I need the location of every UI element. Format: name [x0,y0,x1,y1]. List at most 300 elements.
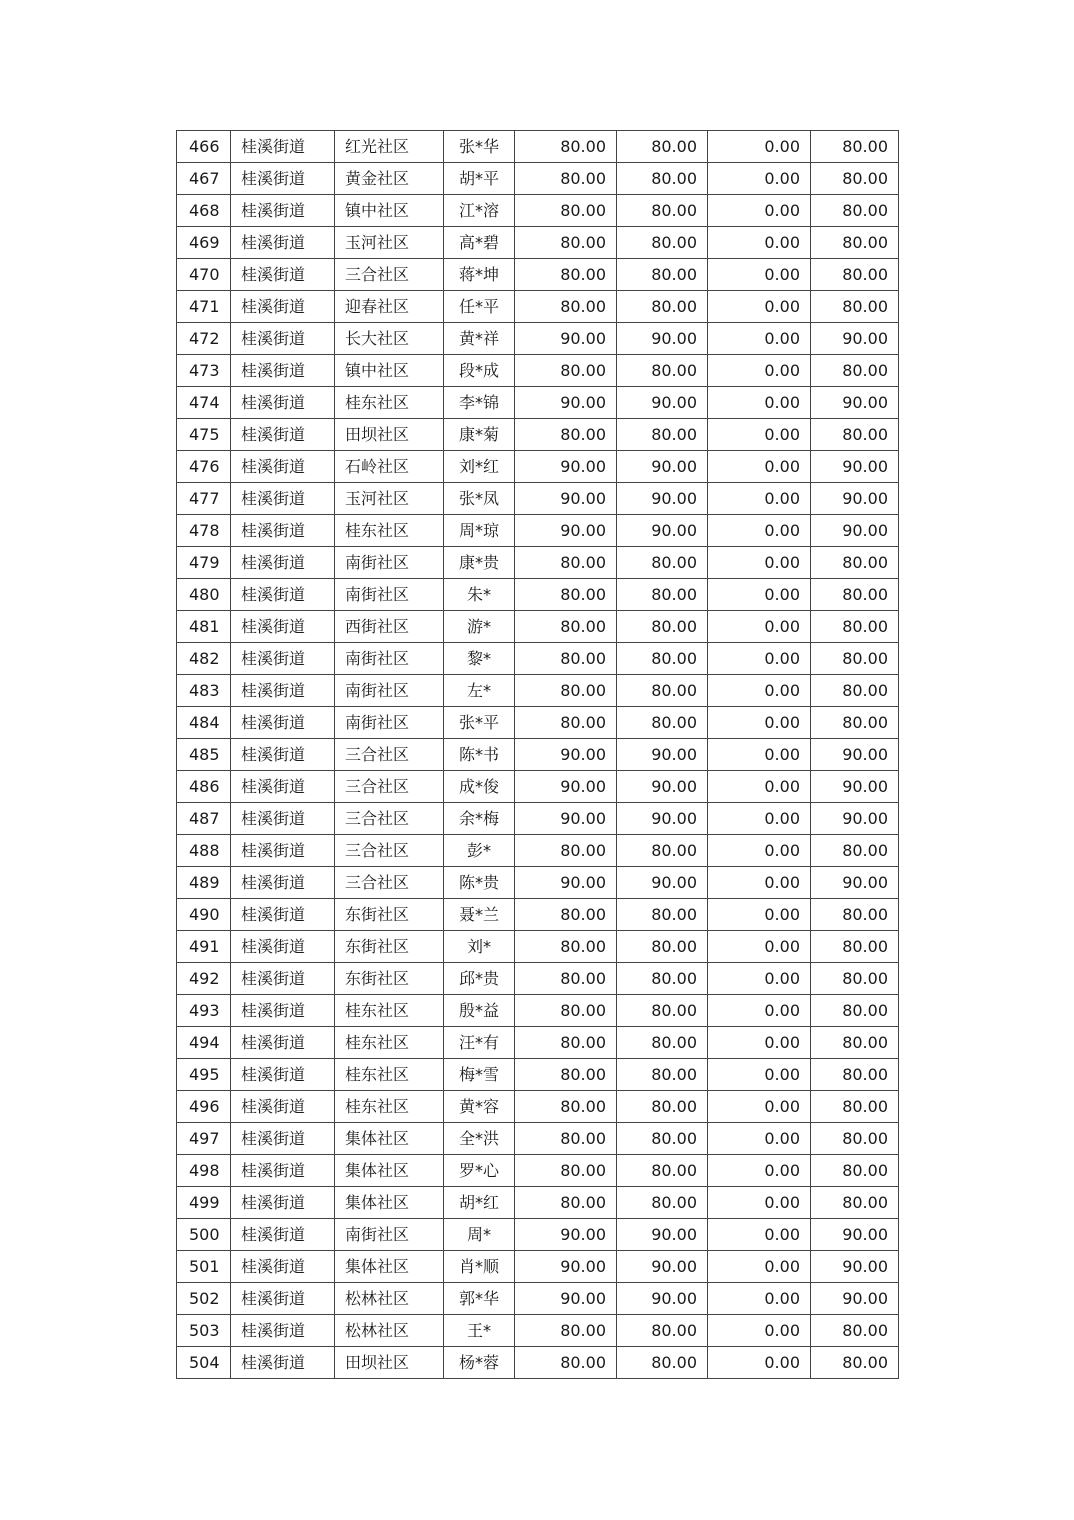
amount-cell-3: 0.00 [708,483,811,515]
table-row [177,643,899,675]
row-number-cell: 472 [177,323,231,355]
amount-cell-4: 80.00 [811,579,899,611]
amount-cell-3: 0.00 [708,1091,811,1123]
name-cell: 殷*益 [444,995,515,1027]
amount-cell-2: 90.00 [617,451,708,483]
row-number-cell: 489 [177,867,231,899]
street-cell: 桂溪街道 [231,291,335,323]
table-row [177,227,899,259]
table-row [177,419,899,451]
amount-cell-4: 80.00 [811,163,899,195]
amount-cell-2: 80.00 [617,259,708,291]
amount-cell-2: 90.00 [617,387,708,419]
amount-cell-2: 80.00 [617,1027,708,1059]
community-cell: 三合社区 [335,259,444,291]
street-cell: 桂溪街道 [231,1251,335,1283]
amount-cell-3: 0.00 [708,803,811,835]
name-cell: 陈*书 [444,739,515,771]
street-cell: 桂溪街道 [231,451,335,483]
table-row [177,515,899,547]
amount-cell-4: 80.00 [811,355,899,387]
amount-cell-3: 0.00 [708,1187,811,1219]
name-cell: 李*锦 [444,387,515,419]
community-cell: 迎春社区 [335,291,444,323]
table-row [177,195,899,227]
amount-cell-2: 80.00 [617,579,708,611]
community-cell: 三合社区 [335,803,444,835]
table-row [177,1347,899,1379]
amount-cell-3: 0.00 [708,227,811,259]
amount-cell-4: 90.00 [811,1251,899,1283]
amount-cell-2: 80.00 [617,419,708,451]
name-cell: 黄*容 [444,1091,515,1123]
name-cell: 胡*平 [444,163,515,195]
amount-cell-3: 0.00 [708,515,811,547]
amount-cell-2: 90.00 [617,1219,708,1251]
amount-cell-3: 0.00 [708,771,811,803]
community-cell: 桂东社区 [335,1091,444,1123]
community-cell: 南街社区 [335,579,444,611]
amount-cell-2: 80.00 [617,547,708,579]
community-cell: 东街社区 [335,963,444,995]
amount-cell-1: 80.00 [515,675,617,707]
amount-cell-2: 80.00 [617,1123,708,1155]
name-cell: 康*贵 [444,547,515,579]
name-cell: 梅*雪 [444,1059,515,1091]
amount-cell-4: 90.00 [811,323,899,355]
amount-cell-4: 80.00 [811,1187,899,1219]
amount-cell-4: 80.00 [811,611,899,643]
row-number-cell: 470 [177,259,231,291]
amount-cell-4: 90.00 [811,387,899,419]
street-cell: 桂溪街道 [231,803,335,835]
street-cell: 桂溪街道 [231,515,335,547]
community-cell: 集体社区 [335,1251,444,1283]
table-row [177,387,899,419]
amount-cell-1: 80.00 [515,707,617,739]
amount-cell-1: 80.00 [515,1315,617,1347]
amount-cell-3: 0.00 [708,1283,811,1315]
table-row [177,611,899,643]
table-row [177,899,899,931]
community-cell: 桂东社区 [335,387,444,419]
table-row [177,131,899,163]
amount-cell-4: 90.00 [811,451,899,483]
amount-cell-3: 0.00 [708,1219,811,1251]
row-number-cell: 473 [177,355,231,387]
row-number-cell: 474 [177,387,231,419]
street-cell: 桂溪街道 [231,835,335,867]
community-cell: 三合社区 [335,771,444,803]
row-number-cell: 487 [177,803,231,835]
amount-cell-2: 80.00 [617,227,708,259]
amount-cell-2: 80.00 [617,131,708,163]
amount-cell-1: 80.00 [515,1187,617,1219]
name-cell: 周* [444,1219,515,1251]
amount-cell-2: 90.00 [617,515,708,547]
table-row [177,483,899,515]
amount-cell-2: 80.00 [617,675,708,707]
table-row [177,1187,899,1219]
street-cell: 桂溪街道 [231,739,335,771]
community-cell: 石岭社区 [335,451,444,483]
community-cell: 长大社区 [335,323,444,355]
amount-cell-1: 90.00 [515,1283,617,1315]
amount-cell-1: 90.00 [515,771,617,803]
name-cell: 江*溶 [444,195,515,227]
amount-cell-4: 80.00 [811,227,899,259]
row-number-cell: 471 [177,291,231,323]
amount-cell-2: 80.00 [617,643,708,675]
row-number-cell: 501 [177,1251,231,1283]
row-number-cell: 477 [177,483,231,515]
street-cell: 桂溪街道 [231,643,335,675]
name-cell: 肖*顺 [444,1251,515,1283]
street-cell: 桂溪街道 [231,387,335,419]
table-row [177,867,899,899]
table-row [177,1123,899,1155]
amount-cell-2: 80.00 [617,963,708,995]
amount-cell-4: 80.00 [811,1315,899,1347]
name-cell: 张*平 [444,707,515,739]
street-cell: 桂溪街道 [231,131,335,163]
row-number-cell: 475 [177,419,231,451]
street-cell: 桂溪街道 [231,931,335,963]
amount-cell-1: 80.00 [515,355,617,387]
community-cell: 西街社区 [335,611,444,643]
community-cell: 集体社区 [335,1155,444,1187]
street-cell: 桂溪街道 [231,675,335,707]
amount-cell-4: 80.00 [811,259,899,291]
name-cell: 刘*红 [444,451,515,483]
row-number-cell: 492 [177,963,231,995]
record-table [176,130,899,1379]
row-number-cell: 479 [177,547,231,579]
name-cell: 罗*心 [444,1155,515,1187]
community-cell: 镇中社区 [335,195,444,227]
community-cell: 东街社区 [335,899,444,931]
amount-cell-2: 90.00 [617,483,708,515]
amount-cell-2: 90.00 [617,867,708,899]
amount-cell-3: 0.00 [708,131,811,163]
table-row [177,739,899,771]
row-number-cell: 478 [177,515,231,547]
street-cell: 桂溪街道 [231,419,335,451]
community-cell: 桂东社区 [335,995,444,1027]
row-number-cell: 494 [177,1027,231,1059]
amount-cell-1: 80.00 [515,1155,617,1187]
community-cell: 集体社区 [335,1187,444,1219]
record-table-body [177,131,899,1379]
amount-cell-3: 0.00 [708,323,811,355]
name-cell: 周*琼 [444,515,515,547]
table-row [177,1315,899,1347]
street-cell: 桂溪街道 [231,323,335,355]
name-cell: 陈*贵 [444,867,515,899]
street-cell: 桂溪街道 [231,611,335,643]
amount-cell-3: 0.00 [708,291,811,323]
community-cell: 南街社区 [335,643,444,675]
amount-cell-3: 0.00 [708,1347,811,1379]
community-cell: 南街社区 [335,547,444,579]
table-row [177,835,899,867]
community-cell: 玉河社区 [335,483,444,515]
amount-cell-2: 80.00 [617,707,708,739]
amount-cell-4: 80.00 [811,963,899,995]
table-row [177,323,899,355]
row-number-cell: 496 [177,1091,231,1123]
name-cell: 邱*贵 [444,963,515,995]
amount-cell-2: 80.00 [617,291,708,323]
name-cell: 汪*有 [444,1027,515,1059]
amount-cell-1: 90.00 [515,451,617,483]
amount-cell-4: 80.00 [811,131,899,163]
street-cell: 桂溪街道 [231,995,335,1027]
amount-cell-1: 80.00 [515,899,617,931]
table-row [177,291,899,323]
amount-cell-3: 0.00 [708,611,811,643]
table-row [177,803,899,835]
amount-cell-3: 0.00 [708,643,811,675]
amount-cell-3: 0.00 [708,899,811,931]
row-number-cell: 481 [177,611,231,643]
amount-cell-1: 80.00 [515,131,617,163]
name-cell: 康*菊 [444,419,515,451]
amount-cell-4: 80.00 [811,995,899,1027]
name-cell: 郭*华 [444,1283,515,1315]
row-number-cell: 498 [177,1155,231,1187]
table-row [177,355,899,387]
row-number-cell: 493 [177,995,231,1027]
amount-cell-3: 0.00 [708,739,811,771]
table-row [177,1219,899,1251]
amount-cell-1: 80.00 [515,995,617,1027]
community-cell: 南街社区 [335,675,444,707]
community-cell: 桂东社区 [335,1027,444,1059]
amount-cell-4: 80.00 [811,1027,899,1059]
name-cell: 余*梅 [444,803,515,835]
amount-cell-2: 80.00 [617,355,708,387]
amount-cell-3: 0.00 [708,1123,811,1155]
amount-cell-4: 90.00 [811,803,899,835]
amount-cell-2: 80.00 [617,835,708,867]
amount-cell-4: 80.00 [811,1123,899,1155]
amount-cell-2: 80.00 [617,931,708,963]
community-cell: 东街社区 [335,931,444,963]
amount-cell-1: 80.00 [515,1347,617,1379]
amount-cell-1: 80.00 [515,835,617,867]
amount-cell-3: 0.00 [708,419,811,451]
amount-cell-4: 80.00 [811,419,899,451]
row-number-cell: 491 [177,931,231,963]
amount-cell-2: 80.00 [617,899,708,931]
amount-cell-4: 80.00 [811,195,899,227]
table-row [177,451,899,483]
amount-cell-2: 90.00 [617,771,708,803]
amount-cell-4: 80.00 [811,931,899,963]
community-cell: 三合社区 [335,835,444,867]
name-cell: 朱* [444,579,515,611]
street-cell: 桂溪街道 [231,1187,335,1219]
street-cell: 桂溪街道 [231,355,335,387]
street-cell: 桂溪街道 [231,963,335,995]
street-cell: 桂溪街道 [231,195,335,227]
row-number-cell: 500 [177,1219,231,1251]
community-cell: 三合社区 [335,867,444,899]
amount-cell-3: 0.00 [708,547,811,579]
amount-cell-3: 0.00 [708,1251,811,1283]
community-cell: 黄金社区 [335,163,444,195]
amount-cell-1: 80.00 [515,163,617,195]
amount-cell-3: 0.00 [708,451,811,483]
name-cell: 全*洪 [444,1123,515,1155]
amount-cell-2: 80.00 [617,1155,708,1187]
amount-cell-1: 80.00 [515,227,617,259]
amount-cell-3: 0.00 [708,163,811,195]
amount-cell-2: 80.00 [617,995,708,1027]
amount-cell-1: 80.00 [515,643,617,675]
table-row [177,1155,899,1187]
amount-cell-3: 0.00 [708,1059,811,1091]
amount-cell-1: 80.00 [515,547,617,579]
street-cell: 桂溪街道 [231,867,335,899]
street-cell: 桂溪街道 [231,163,335,195]
amount-cell-3: 0.00 [708,355,811,387]
street-cell: 桂溪街道 [231,1027,335,1059]
amount-cell-1: 80.00 [515,1059,617,1091]
amount-cell-4: 80.00 [811,899,899,931]
community-cell: 红光社区 [335,131,444,163]
name-cell: 段*成 [444,355,515,387]
amount-cell-3: 0.00 [708,1027,811,1059]
name-cell: 张*华 [444,131,515,163]
street-cell: 桂溪街道 [231,483,335,515]
amount-cell-4: 90.00 [811,515,899,547]
amount-cell-1: 80.00 [515,291,617,323]
street-cell: 桂溪街道 [231,227,335,259]
name-cell: 黄*祥 [444,323,515,355]
amount-cell-3: 0.00 [708,995,811,1027]
table-row [177,707,899,739]
name-cell: 王* [444,1315,515,1347]
row-number-cell: 476 [177,451,231,483]
row-number-cell: 488 [177,835,231,867]
amount-cell-2: 80.00 [617,1347,708,1379]
amount-cell-4: 80.00 [811,1091,899,1123]
amount-cell-4: 80.00 [811,291,899,323]
table-row [177,1283,899,1315]
row-number-cell: 495 [177,1059,231,1091]
row-number-cell: 490 [177,899,231,931]
table-row [177,579,899,611]
name-cell: 聂*兰 [444,899,515,931]
amount-cell-1: 80.00 [515,419,617,451]
amount-cell-3: 0.00 [708,931,811,963]
community-cell: 集体社区 [335,1123,444,1155]
amount-cell-2: 80.00 [617,1059,708,1091]
amount-cell-2: 90.00 [617,739,708,771]
row-number-cell: 484 [177,707,231,739]
amount-cell-1: 80.00 [515,1123,617,1155]
amount-cell-3: 0.00 [708,387,811,419]
row-number-cell: 483 [177,675,231,707]
row-number-cell: 467 [177,163,231,195]
name-cell: 刘* [444,931,515,963]
amount-cell-1: 80.00 [515,611,617,643]
amount-cell-2: 80.00 [617,1187,708,1219]
amount-cell-2: 80.00 [617,195,708,227]
amount-cell-1: 80.00 [515,963,617,995]
table-row [177,771,899,803]
street-cell: 桂溪街道 [231,707,335,739]
name-cell: 游* [444,611,515,643]
street-cell: 桂溪街道 [231,1347,335,1379]
table-row [177,163,899,195]
amount-cell-3: 0.00 [708,259,811,291]
name-cell: 高*碧 [444,227,515,259]
community-cell: 三合社区 [335,739,444,771]
row-number-cell: 497 [177,1123,231,1155]
name-cell: 胡*红 [444,1187,515,1219]
name-cell: 黎* [444,643,515,675]
street-cell: 桂溪街道 [231,1315,335,1347]
amount-cell-3: 0.00 [708,963,811,995]
amount-cell-1: 90.00 [515,387,617,419]
amount-cell-3: 0.00 [708,1155,811,1187]
amount-cell-2: 80.00 [617,1091,708,1123]
amount-cell-3: 0.00 [708,867,811,899]
row-number-cell: 499 [177,1187,231,1219]
amount-cell-1: 80.00 [515,259,617,291]
amount-cell-1: 80.00 [515,195,617,227]
street-cell: 桂溪街道 [231,259,335,291]
row-number-cell: 485 [177,739,231,771]
amount-cell-4: 90.00 [811,739,899,771]
table-row [177,1059,899,1091]
community-cell: 松林社区 [335,1283,444,1315]
amount-cell-1: 90.00 [515,803,617,835]
amount-cell-3: 0.00 [708,579,811,611]
community-cell: 镇中社区 [335,355,444,387]
table-row [177,259,899,291]
street-cell: 桂溪街道 [231,771,335,803]
street-cell: 桂溪街道 [231,1123,335,1155]
amount-cell-3: 0.00 [708,1315,811,1347]
amount-cell-3: 0.00 [708,835,811,867]
community-cell: 松林社区 [335,1315,444,1347]
amount-cell-4: 80.00 [811,1059,899,1091]
row-number-cell: 502 [177,1283,231,1315]
amount-cell-4: 90.00 [811,867,899,899]
table-row [177,931,899,963]
amount-cell-3: 0.00 [708,707,811,739]
community-cell: 桂东社区 [335,1059,444,1091]
row-number-cell: 503 [177,1315,231,1347]
street-cell: 桂溪街道 [231,1155,335,1187]
table-row [177,1091,899,1123]
amount-cell-1: 80.00 [515,579,617,611]
row-number-cell: 468 [177,195,231,227]
name-cell: 左* [444,675,515,707]
street-cell: 桂溪街道 [231,547,335,579]
name-cell: 成*俊 [444,771,515,803]
street-cell: 桂溪街道 [231,1283,335,1315]
amount-cell-4: 90.00 [811,483,899,515]
amount-cell-2: 90.00 [617,1251,708,1283]
amount-cell-3: 0.00 [708,675,811,707]
name-cell: 蒋*坤 [444,259,515,291]
name-cell: 彭* [444,835,515,867]
